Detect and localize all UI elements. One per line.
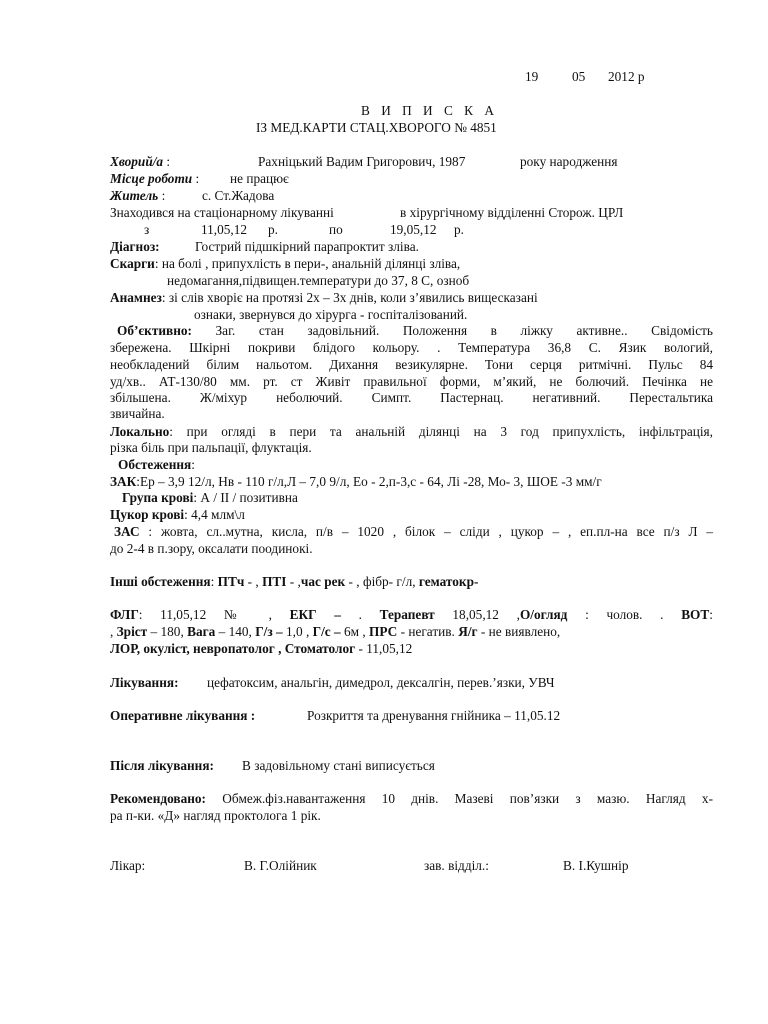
other-exams-label: Інші обстеження [110, 574, 211, 589]
patient-label: Хворий/а [110, 154, 164, 169]
ekg-value: . [340, 607, 380, 622]
urine-label: ЗАС [114, 524, 140, 539]
after-line [110, 758, 435, 775]
weight-value: – 140, [215, 624, 256, 639]
blood-line [110, 474, 602, 491]
flg-label: ФЛГ [110, 607, 139, 622]
exam-value: : чолов. . [567, 607, 682, 622]
residence-label: Житель [110, 188, 159, 203]
sugar-label: Цукор крові [110, 507, 185, 522]
document-subtitle: ІЗ МЕД.КАРТИ СТАЦ.ХВОРОГО № 4851 [256, 120, 497, 135]
anamnesis-label: Анамнез [110, 290, 162, 305]
anamnesis-text-2: ознаки, звернувся до хірурга - госпіталізований. [194, 307, 468, 322]
recommend-text-1: Обмеж.фіз.навантаження 10 днів. Мазеві пов’язки з мазю. Нагляд х- [222, 791, 713, 806]
residence-sep: : [158, 188, 166, 203]
therapist-value: 18,05,12 , [434, 607, 520, 622]
doctor-name: В. Г.Олійник [244, 858, 317, 873]
flg-line-1 [110, 607, 713, 624]
patient-name: Рахніцький Вадим Григорович, 1987 [258, 154, 466, 169]
flg-value: : 11,05,12 № , [138, 607, 290, 622]
date-year: 2012 р [608, 69, 645, 84]
flg-line-3 [110, 641, 412, 658]
date-month: 05 [572, 69, 586, 84]
exams-label: Обстеження [118, 457, 192, 472]
chas-rek-label: час рек [300, 574, 346, 589]
flg-line-2 [110, 624, 560, 641]
head-label: зав. відділ.: [424, 858, 489, 873]
pti-label: ПТІ [262, 574, 287, 589]
doctor-label: Лікар: [110, 858, 146, 873]
patient-line [110, 154, 618, 171]
local-text-1: : при огляді в пери та анальній ділянці на 3 год припухлість, інфільтрація, [169, 424, 713, 439]
sugar-line [110, 507, 245, 524]
flg-sep: , [110, 624, 117, 639]
treatment-label: Лікування: [110, 675, 179, 690]
ekg-label: ЕКГ – [289, 607, 341, 622]
other-exams-line [110, 574, 478, 591]
recommend-text-2: ра п-ки. «Д» нагляд проктолога 1 рік. [110, 808, 321, 823]
complaints-text-1: : на болі , припухлість в пери-, анальній ділянці зліва, [154, 256, 461, 271]
exams-line [118, 457, 195, 474]
blood-label: ЗАК [110, 474, 137, 489]
after-label: Після лікування: [110, 758, 214, 773]
other-sep-1: : [210, 574, 218, 589]
diagnosis-label: Діагноз: [110, 239, 160, 254]
exams-sep: : [191, 457, 195, 472]
work-value: не працює [230, 171, 289, 186]
hematocrit-label: гематокр- [418, 574, 479, 589]
other-sep-2: - , [244, 574, 263, 589]
diagnosis-line [110, 239, 419, 256]
patient-birth-suffix: року народження [520, 154, 618, 169]
other-sep-3: - , [286, 574, 301, 589]
patient-sep: : [163, 154, 171, 169]
urine-text-2: до 2-4 в п.зору, оксалати поодинокі. [110, 541, 313, 556]
sugar-value: : 4,4 млм\л [184, 507, 245, 522]
gs-label: Г/с – [312, 624, 341, 639]
objective-text-5: збільшена. Ж/міхур неболючий. Симпт. Пастернац. негативний. Перестальтика [110, 390, 713, 405]
objective-text-2: збережена. Шкірні покриви блідого кольору. . Температура 36,8 С. Язик вологий, [110, 340, 713, 355]
height-value: – 180, [147, 624, 188, 639]
gs-value: 6м , [340, 624, 370, 639]
work-sep: : [192, 171, 200, 186]
surgery-line [110, 708, 561, 725]
yag-label: Я/г [458, 624, 478, 639]
diagnosis-value: Гострий підшкірний парапроктит зліва. [195, 239, 419, 254]
recommend-label: Рекомендовано: [110, 791, 206, 806]
treatment-line [110, 675, 555, 692]
hospital-to-date: 19,05,12 [390, 222, 437, 237]
hospital-to-r: р. [454, 222, 464, 237]
therapist-label: Терапевт [379, 607, 435, 622]
local-text-2: різка біль при пальпації, флуктація. [110, 440, 312, 455]
exam-label: О/огляд [519, 607, 568, 622]
anamnesis-text-1: : зі слів хворіє на протязі 2х – 3х днів, коли з’явились вищесказані [161, 290, 538, 305]
gz-label: Г/з – [255, 624, 283, 639]
work-label: Місце роботи [110, 171, 193, 186]
residence-line [110, 188, 275, 205]
prs-value: - негатив. [397, 624, 459, 639]
blood-value: :Ер – 3,9 12/л, Нв - 110 г/л,Л – 7,0 9/л, Ео - 2,п-3,с - 64, Лі -28, Мо- 3, ШОЕ -3 мм/г [136, 474, 602, 489]
surgery-label: Оперативне лікування : [110, 708, 256, 723]
vot-label: ВОТ [681, 607, 710, 622]
date-day: 19 [525, 69, 539, 84]
blood-group-value: : А / ІІ / позитивна [193, 490, 298, 505]
hospital-from-label: з [144, 222, 150, 237]
treatment-value: цефатоксим, анальгін, димедрол, дексалгін, перев.’язки, УВЧ [207, 675, 555, 690]
complaints-line-1 [110, 256, 460, 273]
other-sep-4: - , фібр- г/л, [345, 574, 419, 589]
vot-sep: : [709, 607, 713, 622]
hospital-from-date: 11,05,12 [201, 222, 248, 237]
recommend-line-1 [110, 791, 713, 808]
hospital-line-2 [144, 222, 464, 239]
objective-text-3: необкладений білим нальотом. Дихання везикулярне. Тони серця ритмічні. Пульс 84 [110, 357, 713, 372]
complaints-label: Скарги [110, 256, 155, 271]
head-name: В. І.Кушнір [563, 858, 629, 873]
document-title: В И П И С К А [361, 103, 498, 118]
objective-label: Об’єктивно: [117, 323, 192, 338]
specialists-label: ЛОР, окуліст, невропатолог , Стоматолог [110, 641, 356, 656]
prs-label: ПРС [369, 624, 398, 639]
urine-line-1 [110, 524, 713, 541]
blood-group-label: Група крові [122, 490, 194, 505]
objective-text-4: уд/хв.. АТ-130/80 мм. рт. ст Живіт правильної форми, м’який, не болючий. Печінка не [110, 374, 713, 389]
hospital-department: в хірургічному відділенні Сторож. ЦРЛ [400, 205, 624, 220]
height-label: Зріст [116, 624, 148, 639]
hospital-to-label: по [329, 222, 343, 237]
hospital-line-1 [110, 205, 624, 222]
hospital-from-r: р. [268, 222, 278, 237]
objective-line-1 [110, 323, 713, 340]
local-line-1 [110, 424, 713, 441]
gz-value: 1,0 , [282, 624, 313, 639]
blood-group-line [122, 490, 298, 507]
hospital-stay: Знаходився на стаціонарному лікуванні [110, 205, 334, 220]
objective-text-1: Заг. стан задовільний. Положення в ліжку активне.. Свідомість [215, 323, 713, 338]
surgery-value: Розкриття та дренування гнійника – 11,05.12 [307, 708, 561, 723]
local-label: Локально [110, 424, 170, 439]
ptch-label: ПТч [217, 574, 245, 589]
objective-text-6: звичайна. [110, 406, 165, 421]
residence-value: с. Ст.Жадова [202, 188, 275, 203]
specialists-value: - 11,05,12 [355, 641, 413, 656]
complaints-text-2: недомагання,підвищен.температури до 37, 8 С, озноб [167, 273, 470, 288]
after-value: В задовільному стані виписується [242, 758, 435, 773]
yag-value: - не виявлено, [477, 624, 561, 639]
anamnesis-line-1 [110, 290, 538, 307]
work-line [110, 171, 289, 188]
urine-text-1: : жовта, сл..мутна, кисла, п/в – 1020 , білок – сліди , цукор – , еп.пл-на все п/з Л – [148, 524, 713, 539]
weight-label: Вага [187, 624, 216, 639]
